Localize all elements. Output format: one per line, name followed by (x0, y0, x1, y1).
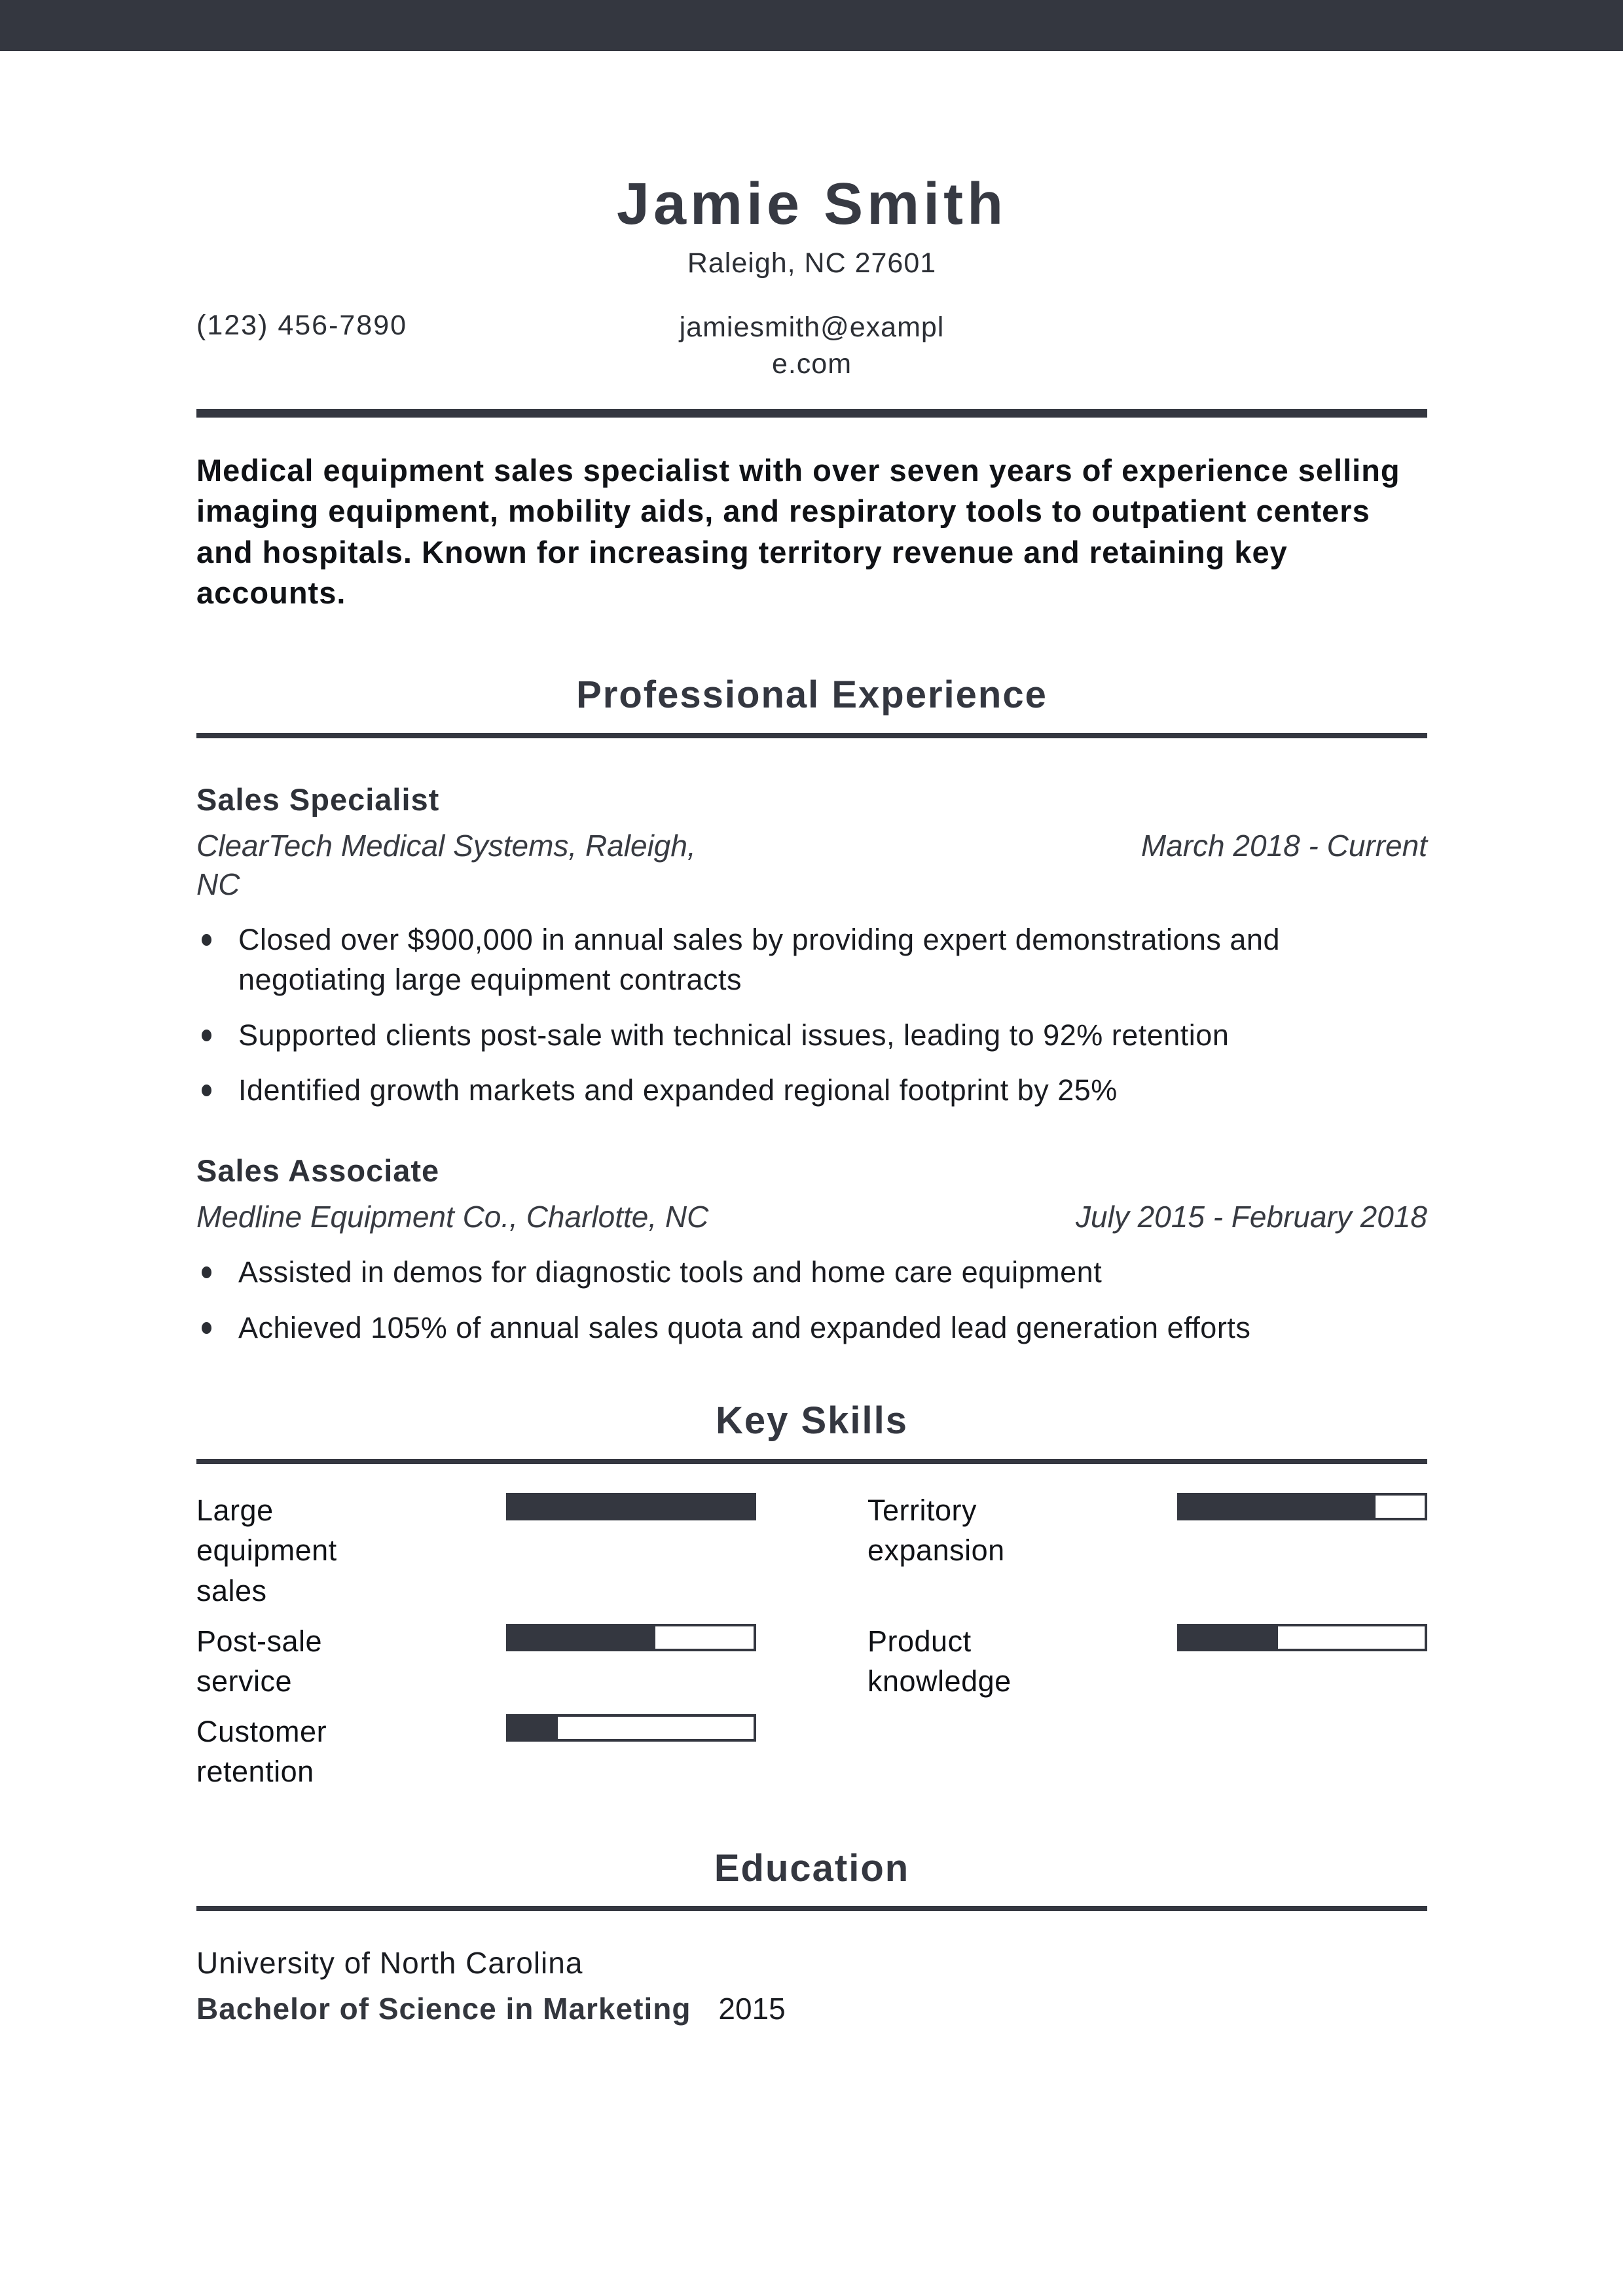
skill-label: Territory expansion (867, 1494, 1005, 1568)
skill-level-bar (1177, 1493, 1427, 1520)
job-dates: March 2018 - Current (1140, 828, 1427, 863)
education-degree-row (196, 1991, 1427, 2026)
skills-rule (196, 1459, 1427, 1464)
job-company: ClearTech Medical Systems, Raleigh, NC (196, 828, 696, 902)
skill-level-fill (1180, 1496, 1376, 1518)
skills-section (196, 1400, 1427, 1791)
skill-level-fill (509, 1496, 754, 1518)
education-school: University of North Carolina (196, 1946, 583, 1981)
job-bullet: Achieved 105% of annual sales quota and expanded lead generation efforts (196, 1308, 1427, 1348)
phone-number: (123) 456-7890 (196, 310, 408, 341)
skills-grid (196, 1490, 1427, 1791)
job-company: Medline Equipment Co., Charlotte, NC (196, 1200, 709, 1234)
experience-rule (196, 733, 1427, 738)
skill-level-bar (1177, 1624, 1427, 1651)
job-bullet-list (196, 1253, 1427, 1348)
skill-level-bar (506, 1624, 756, 1651)
candidate-name: Jamie Smith (616, 171, 1008, 237)
header-divider (196, 409, 1427, 418)
skill-label: Large equipment sales (196, 1494, 337, 1607)
job-meta (196, 1198, 1427, 1237)
education-heading: Education (714, 1846, 910, 1890)
contact-row (196, 310, 1427, 383)
job-entry (196, 781, 1427, 1111)
skill-label: Post-sale service (196, 1624, 323, 1698)
candidate-location: Raleigh, NC 27601 (687, 247, 937, 279)
skill-item (867, 1490, 1427, 1611)
skill-item (196, 1621, 756, 1701)
experience-heading: Professional Experience (576, 673, 1048, 716)
experience-section (196, 674, 1427, 1348)
job-title: Sales Associate (196, 1153, 440, 1189)
skills-heading: Key Skills (715, 1399, 909, 1443)
education-section (196, 1848, 1427, 2027)
job-bullet: Supported clients post-sale with technical issues, leading to 92% retention (196, 1016, 1427, 1056)
skill-item (196, 1490, 756, 1611)
skill-label: Customer retention (196, 1715, 327, 1789)
skill-label: Product knowledge (867, 1624, 1012, 1698)
skill-item (196, 1712, 756, 1791)
job-bullet: Closed over $900,000 in annual sales by providing expert demonstrations and negotiating large equipment contracts (196, 920, 1427, 1000)
job-title: Sales Specialist (196, 781, 440, 817)
education-degree: Bachelor of Science in Marketing (196, 1992, 691, 2026)
job-bullet: Identified growth markets and expanded regional footprint by 25% (196, 1071, 1427, 1111)
top-bar (0, 0, 1623, 51)
resume-header (196, 172, 1427, 418)
skill-level-fill (509, 1717, 558, 1739)
page-content (0, 172, 1623, 2026)
skill-item (867, 1621, 1427, 1701)
job-bullet: Assisted in demos for diagnostic tools and home care equipment (196, 1253, 1427, 1293)
job-meta (196, 827, 1427, 905)
email-address: jamiesmith@example.com (679, 312, 945, 380)
job-dates: July 2015 - February 2018 (1076, 1200, 1427, 1234)
skill-level-fill (1180, 1626, 1278, 1649)
education-year: 2015 (718, 1992, 786, 2026)
job-entry (196, 1153, 1427, 1348)
professional-summary: Medical equipment sales specialist with over seven years of experience selling imaging equipment, mobility aids, and respiratory tools to outpatient centers and hospitals. Known for increasing territory revenue and retaining key accounts. (196, 452, 1400, 611)
job-bullet-list (196, 920, 1427, 1111)
education-rule (196, 1906, 1427, 1911)
skill-level-bar (506, 1714, 756, 1742)
skill-level-bar (506, 1493, 756, 1520)
skill-level-fill (509, 1626, 655, 1649)
